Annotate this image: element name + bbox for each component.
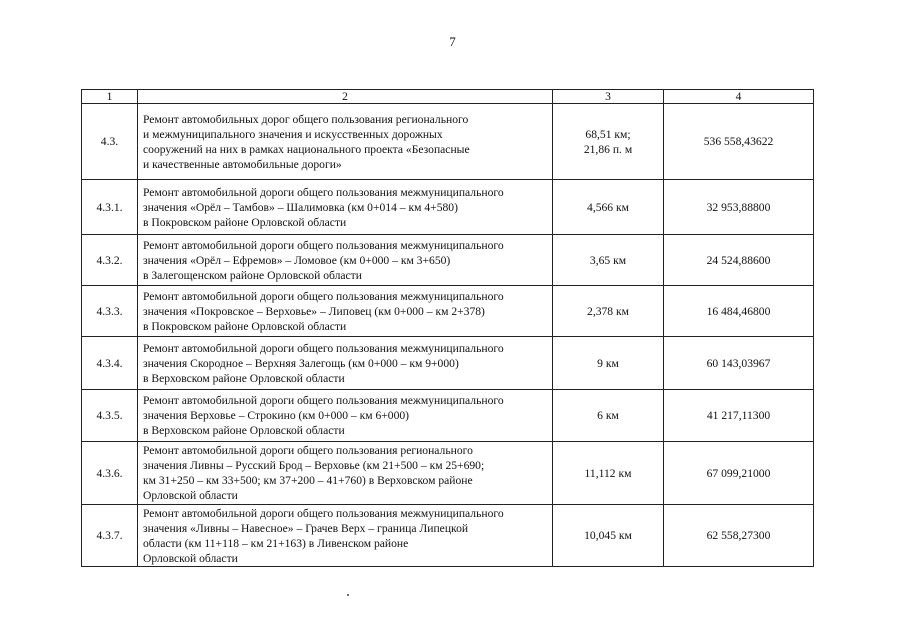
description-line: Ремонт автомобильных дорог общего пользования регионального <box>143 112 469 126</box>
row-description <box>138 337 553 390</box>
row-number: 4.3.1. <box>82 180 138 235</box>
description-line: значения «Покровское – Верховье» – Липовец (км 0+000 – км 2+378) <box>143 304 485 318</box>
length-line: 9 км <box>597 356 619 370</box>
length-line: 2,378 км <box>587 304 629 318</box>
table-row <box>82 505 814 567</box>
row-amount: 67 099,21000 <box>664 442 814 505</box>
row-amount: 41 217,11300 <box>664 390 814 442</box>
row-amount: 16 484,46800 <box>664 286 814 337</box>
length-line: 11,112 км <box>584 466 632 480</box>
row-length <box>553 390 664 442</box>
header-col-1: 1 <box>82 90 138 104</box>
row-amount: 60 143,03967 <box>664 337 814 390</box>
description-line: Ремонт автомобильной дороги общего пользования межмуниципального <box>143 341 504 355</box>
description-line: км 31+250 – км 33+500; км 37+200 – 41+760) в Верховском районе <box>143 474 473 487</box>
row-description <box>138 104 553 180</box>
table-row <box>82 235 814 286</box>
row-number: 4.3.6. <box>82 442 138 505</box>
description-line: Ремонт автомобильной дороги общего пользования регионального <box>143 444 473 457</box>
description-line: в Покровском районе Орловской области <box>143 319 347 333</box>
header-col-2: 2 <box>138 90 553 104</box>
row-description <box>138 505 553 567</box>
row-length <box>553 104 664 180</box>
description-line: значения «Орёл – Тамбов» – Шалимовка (км 0+014 – км 4+580) <box>143 200 458 214</box>
road-repair-table <box>81 89 814 567</box>
length-line: 6 км <box>597 409 619 422</box>
row-number: 4.3.2. <box>82 235 138 286</box>
row-amount: 24 524,88600 <box>664 235 814 286</box>
table-row <box>82 286 814 337</box>
description-line: Ремонт автомобильной дороги общего пользования межмуниципального <box>143 394 504 407</box>
row-amount: 62 558,27300 <box>664 505 814 567</box>
description-line: значения Ливны – Русский Брод – Верховье (км 21+500 – км 25+690; <box>143 459 485 472</box>
description-line: значения «Ливны – Навесное» – Грачев Верх – граница Липецкой <box>143 521 469 535</box>
description-line: и межмуниципального значения и искусственных дорожных <box>143 127 443 141</box>
row-description <box>138 390 553 442</box>
description-line: Ремонт автомобильной дороги общего пользования межмуниципального <box>143 506 504 520</box>
page-number: 7 <box>449 34 456 49</box>
description-line: области (км 11+118 – км 21+163) в Ливенском районе <box>143 536 409 550</box>
table-row <box>82 104 814 180</box>
header-col-4: 4 <box>664 90 814 104</box>
row-description <box>138 235 553 286</box>
length-line: 21,86 п. м <box>583 142 633 156</box>
description-line: Ремонт автомобильной дороги общего пользования межмуниципального <box>143 238 504 252</box>
description-line: в Залегощенском районе Орловской области <box>143 268 362 282</box>
description-line: Ремонт автомобильной дороги общего пользования межмуниципального <box>143 289 504 303</box>
length-line: 4,566 км <box>587 200 629 214</box>
description-line: в Верховском районе Орловской области <box>143 424 345 437</box>
description-line: и качественные автомобильные дороги» <box>143 157 342 171</box>
table-row <box>82 442 814 505</box>
table-row <box>82 390 814 442</box>
row-length <box>553 180 664 235</box>
length-line: 3,65 км <box>589 253 627 267</box>
description-line: в Верховском районе Орловской области <box>143 371 345 385</box>
header-col-3: 3 <box>553 90 664 104</box>
row-length <box>553 286 664 337</box>
stray-mark <box>347 594 349 596</box>
row-number: 4.3.5. <box>82 390 138 442</box>
row-number: 4.3.7. <box>82 505 138 567</box>
description-line: Орловской области <box>143 489 238 502</box>
description-line: Ремонт автомобильной дороги общего пользования межмуниципального <box>143 185 504 199</box>
row-length <box>553 235 664 286</box>
row-description <box>138 180 553 235</box>
row-number: 4.3.4. <box>82 337 138 390</box>
description-line: в Покровском районе Орловской области <box>143 215 347 229</box>
description-line: значения Скородное – Верхняя Залегощь (км 0+000 – км 9+000) <box>143 356 459 370</box>
table-row <box>82 337 814 390</box>
row-description <box>138 442 553 505</box>
description-line: значения «Орёл – Ефремов» – Ломовое (км 0+000 – км 3+650) <box>143 253 451 267</box>
description-line: сооружений на них в рамках национального проекта «Безопасные <box>143 142 470 156</box>
row-length <box>553 337 664 390</box>
header-row <box>82 90 814 104</box>
row-description <box>138 286 553 337</box>
row-length <box>553 442 664 505</box>
row-amount: 536 558,43622 <box>664 104 814 180</box>
row-number: 4.3.3. <box>82 286 138 337</box>
row-length <box>553 505 664 567</box>
description-line: Орловской области <box>143 551 238 565</box>
row-amount: 32 953,88800 <box>664 180 814 235</box>
table-body <box>82 104 814 567</box>
table-row <box>82 180 814 235</box>
length-line: 68,51 км; <box>585 127 631 141</box>
length-line: 10,045 км <box>584 529 632 542</box>
description-line: значения Верховье – Строкино (км 0+000 – км 6+000) <box>143 409 410 422</box>
row-number: 4.3. <box>82 104 138 180</box>
table-header <box>82 90 814 104</box>
